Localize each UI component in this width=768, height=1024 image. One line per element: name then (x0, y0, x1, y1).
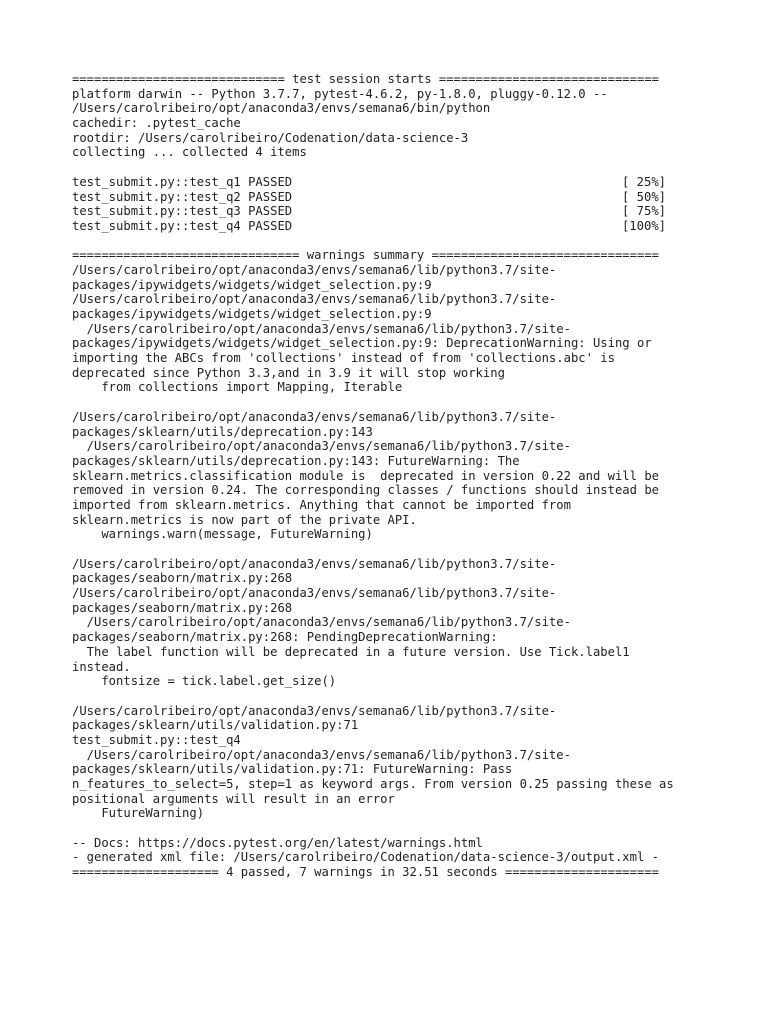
test-name: test_submit.py::test_q4 PASSED (72, 218, 293, 233)
blank-line (72, 542, 762, 557)
warning-line: packages/sklearn/utils/deprecation.py:143: FutureWarning: The (72, 453, 520, 468)
blank-line (72, 689, 762, 704)
blank-line (72, 234, 762, 249)
warning-line: deprecated since Python 3.3,and in 3.9 it will stop working (72, 365, 505, 380)
warning-line: packages/ipywidgets/widgets/widget_selection.py:9 (72, 277, 432, 292)
warning-line: importing the ABCs from 'collections' instead of from 'collections.abc' is (72, 351, 615, 366)
warning-line: /Users/carolribeiro/opt/anaconda3/envs/semana6/lib/python3.7/site- (72, 703, 557, 718)
test-name: test_submit.py::test_q3 PASSED (72, 204, 293, 219)
warnings-list (72, 263, 762, 836)
rootdir-line: rootdir: /Users/carolribeiro/Codenation/data-science-3 (72, 130, 469, 145)
warning-line: packages/seaborn/matrix.py:268 (72, 600, 293, 615)
test-result-row (72, 190, 666, 205)
warning-line: test_submit.py::test_q4 (72, 732, 241, 747)
warning-block (72, 263, 762, 395)
warning-line: FutureWarning) (72, 806, 205, 821)
warning-line: /Users/carolribeiro/opt/anaconda3/envs/semana6/lib/python3.7/site- (72, 409, 557, 424)
warning-block (72, 704, 762, 822)
test-progress: [100%] (621, 218, 666, 233)
cachedir-line: cachedir: .pytest_cache (72, 116, 241, 131)
warning-line: packages/seaborn/matrix.py:268 (72, 571, 293, 586)
warning-line: sklearn.metrics.classification module is deprecated in version 0.22 and will be (72, 468, 659, 483)
warning-line: packages/seaborn/matrix.py:268: PendingDeprecationWarning: (72, 630, 498, 645)
xml-line: - generated xml file: /Users/carolribeiro/Codenation/data-science-3/output.xml - (72, 850, 659, 865)
test-result-row (72, 175, 666, 190)
final-summary-banner: ==================== 4 passed, 7 warnings in 32.51 seconds ===================== (72, 865, 659, 880)
pytest-output (72, 72, 762, 880)
test-name: test_submit.py::test_q2 PASSED (72, 189, 293, 204)
warning-block (72, 557, 762, 689)
warning-block (72, 410, 762, 542)
test-result-row (72, 219, 666, 234)
warnings-summary-banner: =============================== warnings summary =============================== (72, 248, 659, 263)
test-name: test_submit.py::test_q1 PASSED (72, 174, 293, 189)
blank-line (72, 821, 762, 836)
blank-line (72, 395, 762, 410)
platform-line: platform darwin -- Python 3.7.7, pytest-4.6.2, py-1.8.0, pluggy-0.12.0 -- (72, 86, 608, 101)
warning-line: packages/sklearn/utils/validation.py:71 (72, 718, 359, 733)
test-progress: [ 25%] (621, 174, 666, 189)
warning-line: /Users/carolribeiro/opt/anaconda3/envs/semana6/lib/python3.7/site- (72, 439, 571, 454)
session-start-banner: ============================= test session starts ============================== (72, 72, 659, 86)
collecting-line: collecting ... collected 4 items (72, 145, 307, 160)
warning-line: /Users/carolribeiro/opt/anaconda3/envs/semana6/lib/python3.7/site- (72, 321, 571, 336)
warning-line: /Users/carolribeiro/opt/anaconda3/envs/semana6/lib/python3.7/site- (72, 615, 571, 630)
warning-line: /Users/carolribeiro/opt/anaconda3/envs/semana6/lib/python3.7/site- (72, 747, 571, 762)
warning-line: /Users/carolribeiro/opt/anaconda3/envs/semana6/lib/python3.7/site- (72, 292, 557, 307)
test-progress: [ 75%] (621, 204, 666, 219)
warning-line: from collections import Mapping, Iterable (72, 380, 403, 395)
python-path-line: /Users/carolribeiro/opt/anaconda3/envs/semana6/bin/python (72, 101, 491, 116)
warning-line: packages/sklearn/utils/deprecation.py:143 (72, 424, 373, 439)
warning-line: The label function will be deprecated in a future version. Use Tick.label1 (72, 644, 630, 659)
test-result-row (72, 204, 666, 219)
warning-line: removed in version 0.24. The corresponding classes / functions should instead be (72, 483, 659, 498)
warning-line: packages/ipywidgets/widgets/widget_selection.py:9 (72, 307, 432, 321)
warning-line: fontsize = tick.label.get_size() (72, 674, 337, 689)
docs-line: -- Docs: https://docs.pytest.org/en/latest/warnings.html (72, 835, 483, 850)
warning-line: packages/sklearn/utils/validation.py:71: FutureWarning: Pass (72, 762, 513, 777)
warning-line: /Users/carolribeiro/opt/anaconda3/envs/semana6/lib/python3.7/site- (72, 586, 557, 601)
warning-line: warnings.warn(message, FutureWarning) (72, 527, 373, 542)
blank-line (72, 160, 762, 175)
warning-line: sklearn.metrics is now part of the private API. (72, 512, 417, 527)
warning-line: /Users/carolribeiro/opt/anaconda3/envs/semana6/lib/python3.7/site- (72, 556, 557, 571)
warning-line: packages/ipywidgets/widgets/widget_selection.py:9: DeprecationWarning: Using or (72, 336, 652, 351)
warning-line: instead. (72, 659, 131, 674)
warning-line: /Users/carolribeiro/opt/anaconda3/envs/semana6/lib/python3.7/site- (72, 262, 557, 277)
test-results (72, 175, 762, 234)
warning-line: imported from sklearn.metrics. Anything that cannot be imported from (72, 497, 571, 512)
test-progress: [ 50%] (621, 189, 666, 204)
warning-line: n_features_to_select=5, step=1 as keyword args. From version 0.25 passing these as (72, 777, 674, 791)
warning-line: positional arguments will result in an error (72, 791, 395, 806)
